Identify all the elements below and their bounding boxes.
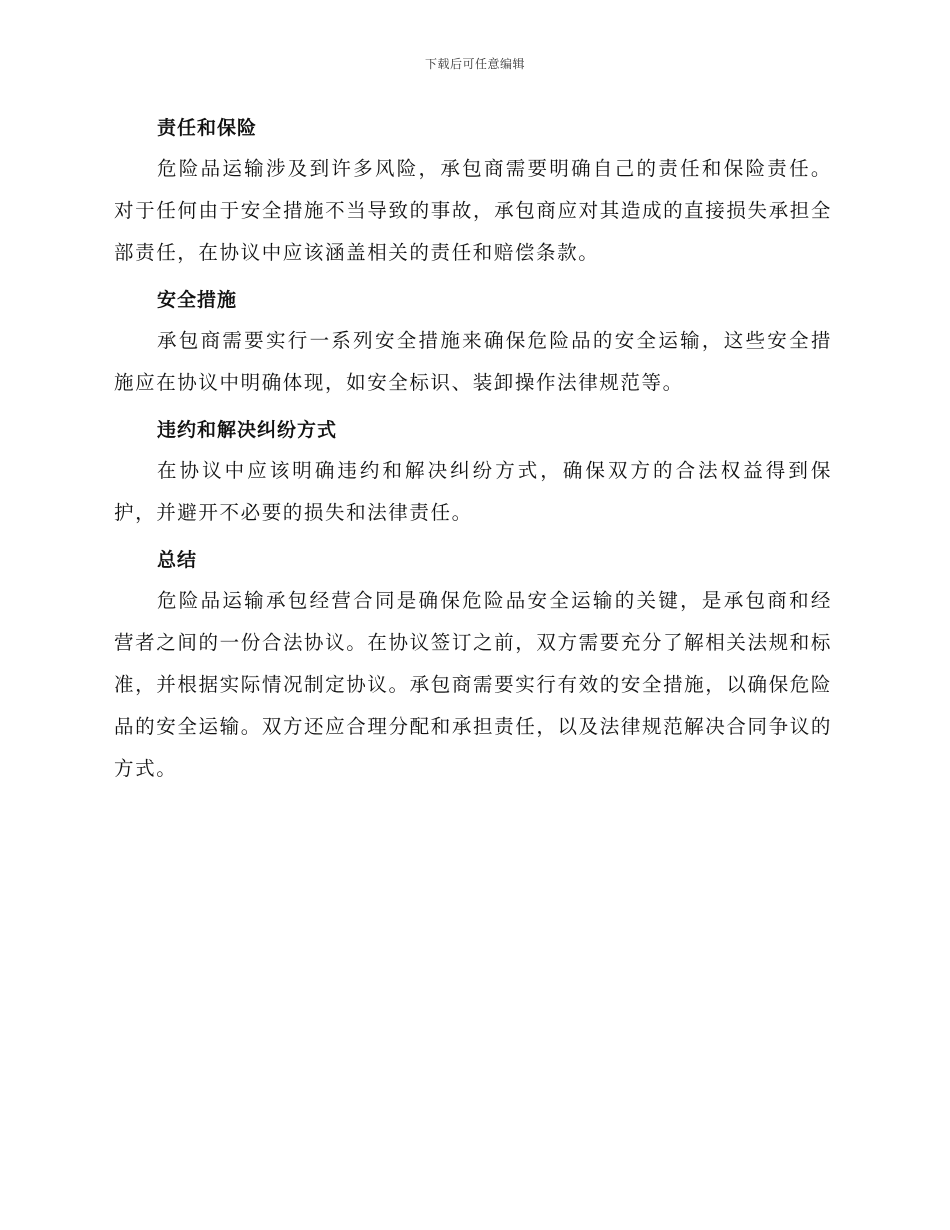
section-heading: 违约和解决纠纷方式 <box>157 419 338 441</box>
page-header-note: 下载后可任意编辑 <box>424 57 525 71</box>
section-heading: 总结 <box>157 549 198 571</box>
section-summary <box>114 540 832 790</box>
section-paragraph: 在协议中应该明确违约和解决纠纷方式，确保双方的合法权益得到保护，并避开不必要的损失和法律责任。 <box>114 459 832 524</box>
section-heading: 责任和保险 <box>157 117 258 139</box>
section-paragraph: 危险品运输涉及到许多风险，承包商需要明确自己的责任和保险责任。对于任何由于安全措施不当导致的事故，承包商应对其造成的直接损失承担全部责任，在协议中应该涵盖相关的责任和赔偿条款。 <box>114 157 832 264</box>
section-heading: 安全措施 <box>157 289 238 311</box>
section-paragraph: 承包商需要实行一系列安全措施来确保危险品的安全运输，这些安全措施应在协议中明确体现，如安全标识、装卸操作法律规范等。 <box>114 329 832 394</box>
section-paragraph: 危险品运输承包经营合同是确保危险品安全运输的关键，是承包商和经营者之间的一份合法协议。在协议签订之前，双方需要充分了解相关法规和标准，并根据实际情况制定协议。承包商需要实行有效的安全措施，以确保危险品的安全运输。双方还应合理分配和承担责任，以及法律规范解决合同争议的方式。 <box>114 589 832 780</box>
document-body <box>114 108 832 796</box>
section-breach-dispute <box>114 410 832 534</box>
section-safety-measures <box>114 280 832 404</box>
section-liability-insurance <box>114 108 832 274</box>
